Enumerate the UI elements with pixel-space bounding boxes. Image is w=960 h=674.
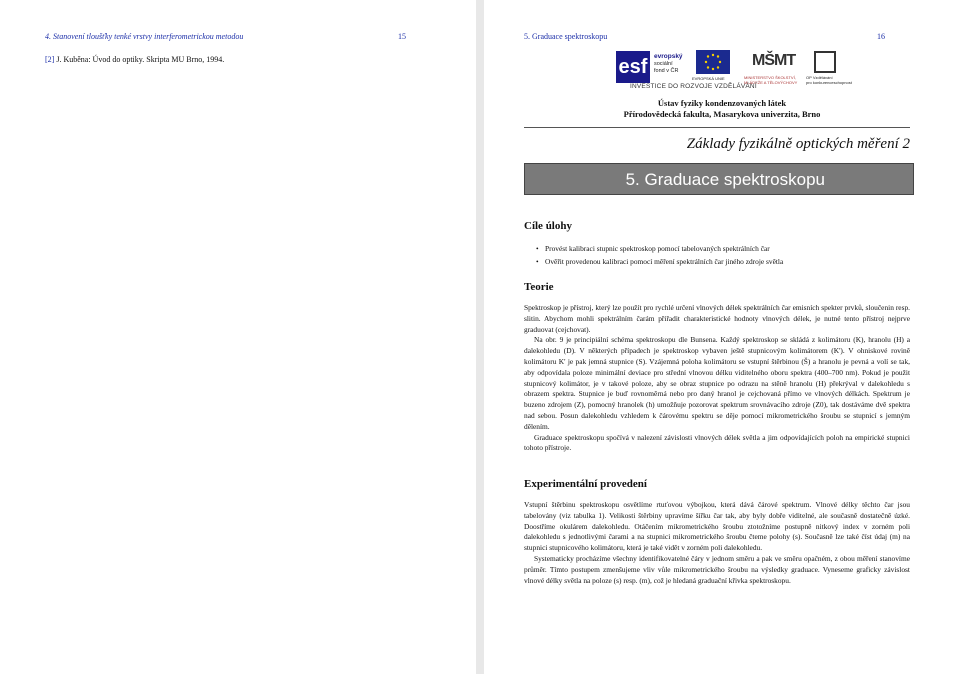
- theory-paragraph-2: Na obr. 9 je principiální schéma spektroskopu dle Bunsena. Každý spektroskop se skládá z kolimátoru (K), hranolu (H) a dalekohledu (D). V některých případech je spektroskop vybaven ještě stupnicovým kolimátorem (K'). V ohniskové rovině kolimátoru K' je pak jemná stupnice (S). Vzájemná poloha kolimátoru se vstupní štěrbinou (Š) a hranolu je pevná a volí se tak, aby odpovídala poloze minimální deviace pro střední vlnovou délku viditelného oboru spektra (400–700 nm). Pokud je použit stupnicový kolimátor, je v takové poloze, aby se obraz stupnice po odrazu na stěně hranolu (H) překrýval v dalekohledu s obrazem spektra. Stupnice je buď rovnoměrná nebo pro daný hranol je cejchovaná přímo ve vlnových délkách. Spektrum je buzeno zdrojem (Z), pomocný hranolek (h) umožňuje pozorovat spektrum srovnávacího zdroje (Z0), tak dostáváme dvě spektra nad sebou. Posun dalekohledu vzhledem k čárovému spektru se děje pomocí mikrometrického šroubu se stupnicí s jemným dělením.: [524, 335, 910, 431]
- section-theory: Teorie: [524, 281, 554, 293]
- experiment-paragraph-2: Systematicky procházíme všechny identifikovatelné čáry v jednom směru a pak ve směru opačném, z obou měření stanovíme průměr. Tímto postupem zmenšujeme vliv vůle mikrometrického šroubu na výsledky graduace. Vyneseme graficky závislost vlnové délky světla na poloze (s) resp. (m), což je hledaná graduační křivka spektroskopu.: [524, 553, 910, 585]
- msmt-caption: MINISTERSTVO ŠKOLSTVÍ, MLÁDEŽE A TĚLOVÝCHOVY: [744, 75, 798, 85]
- title-rule: [524, 127, 910, 128]
- main-title: Základy fyzikálně optických měření 2: [686, 136, 910, 152]
- reference-number[interactable]: [2]: [45, 55, 55, 64]
- left-page: [0, 0, 476, 674]
- esf-caption: evropský sociální fond v ČR: [654, 53, 683, 74]
- experiment-text: [524, 500, 910, 586]
- theory-paragraph-1: Spektroskop je přístroj, který lze použít pro rychlé určení vlnových délek spektrálních čar emisních spekter prvků, sloučenin resp. slitin. Abychom mohli spektrálním čarám přiřadit charakteristické hodnoty vlnových délek, je nutné tento přístroj nejprve graduovat (cejchovat).: [524, 303, 910, 334]
- goals-list: [536, 242, 783, 268]
- left-header-title[interactable]: 4. Stanovení tloušťky tenké vrstvy interferometrickou metodou: [45, 32, 244, 41]
- section-experiment: Experimentální provedení: [524, 478, 647, 490]
- reference-text: J. Kuběna: Úvod do optiky. Skripta MU Brno, 1994.: [56, 55, 225, 64]
- left-running-header: [45, 32, 243, 41]
- op-caption: OP Vzdělávání pro konkurenceschopnost: [806, 75, 852, 85]
- eu-caption: EVROPSKÁ UNIE: [692, 76, 725, 81]
- list-item: • Ověřit provedenou kalibraci pomocí měření spektrálních čar jiného zdroje světla: [536, 255, 783, 268]
- chapter-banner: 5. Graduace spektroskopu: [524, 163, 914, 195]
- section-goals: Cíle úlohy: [524, 220, 572, 232]
- invest-caption: INVESTICE DO ROZVOJE VZDĚLÁVÁNÍ: [630, 83, 757, 90]
- list-item: • Provést kalibraci stupnic spektroskop pomocí tabelovaných spektrálních čar: [536, 242, 783, 255]
- left-page-number: 15: [398, 32, 406, 41]
- institute-line-1: Ústav fyziky kondenzovaných látek: [657, 98, 787, 108]
- theory-paragraph-3: Graduace spektroskopu spočívá v nalezení závislosti vlnových délek světla a jim odpovídajících poloh na empirické stupnici tohoto přístroje.: [524, 432, 910, 453]
- experiment-paragraph-1: Vstupní štěrbinu spektroskopu osvětlíme rtuťovou výbojkou, která dává čárové spektrum. Vlnové délky těchto čar jsou tabelovány (viz tabulka 1). Velikosti štěrbiny upravíme šířku čar tak, aby byly dobře viditelné, ale současně dostatečně úzké. Doostříme okulárem dalekohledu. Otáčením mikrometrického šroubu ztotožníme postupně nitkový index v zorném poli dalekohledu s jednotlivými čarami a na stupnici mikrometrického šroubu čteme polohy (s). Současně lze také číst údaj (m) na stupnici stupnicového kolimátoru, která je také vidět v zorném poli dalekohledu.: [524, 500, 910, 553]
- right-header-title[interactable]: 5. Graduace spektroskopu: [524, 32, 608, 41]
- esf-logo: esf: [616, 51, 650, 83]
- msmt-logo: MŠMT: [752, 52, 796, 69]
- reference-entry: [45, 55, 224, 64]
- op-logo-icon: [814, 51, 836, 73]
- institute-line-2: Přírodovědecká fakulta, Masarykova univerzita, Brno: [623, 109, 821, 119]
- theory-text: [524, 303, 910, 454]
- right-page: [484, 0, 960, 674]
- right-running-header: [524, 32, 607, 41]
- eu-flag-icon: [696, 50, 730, 74]
- right-page-number: 16: [877, 32, 885, 41]
